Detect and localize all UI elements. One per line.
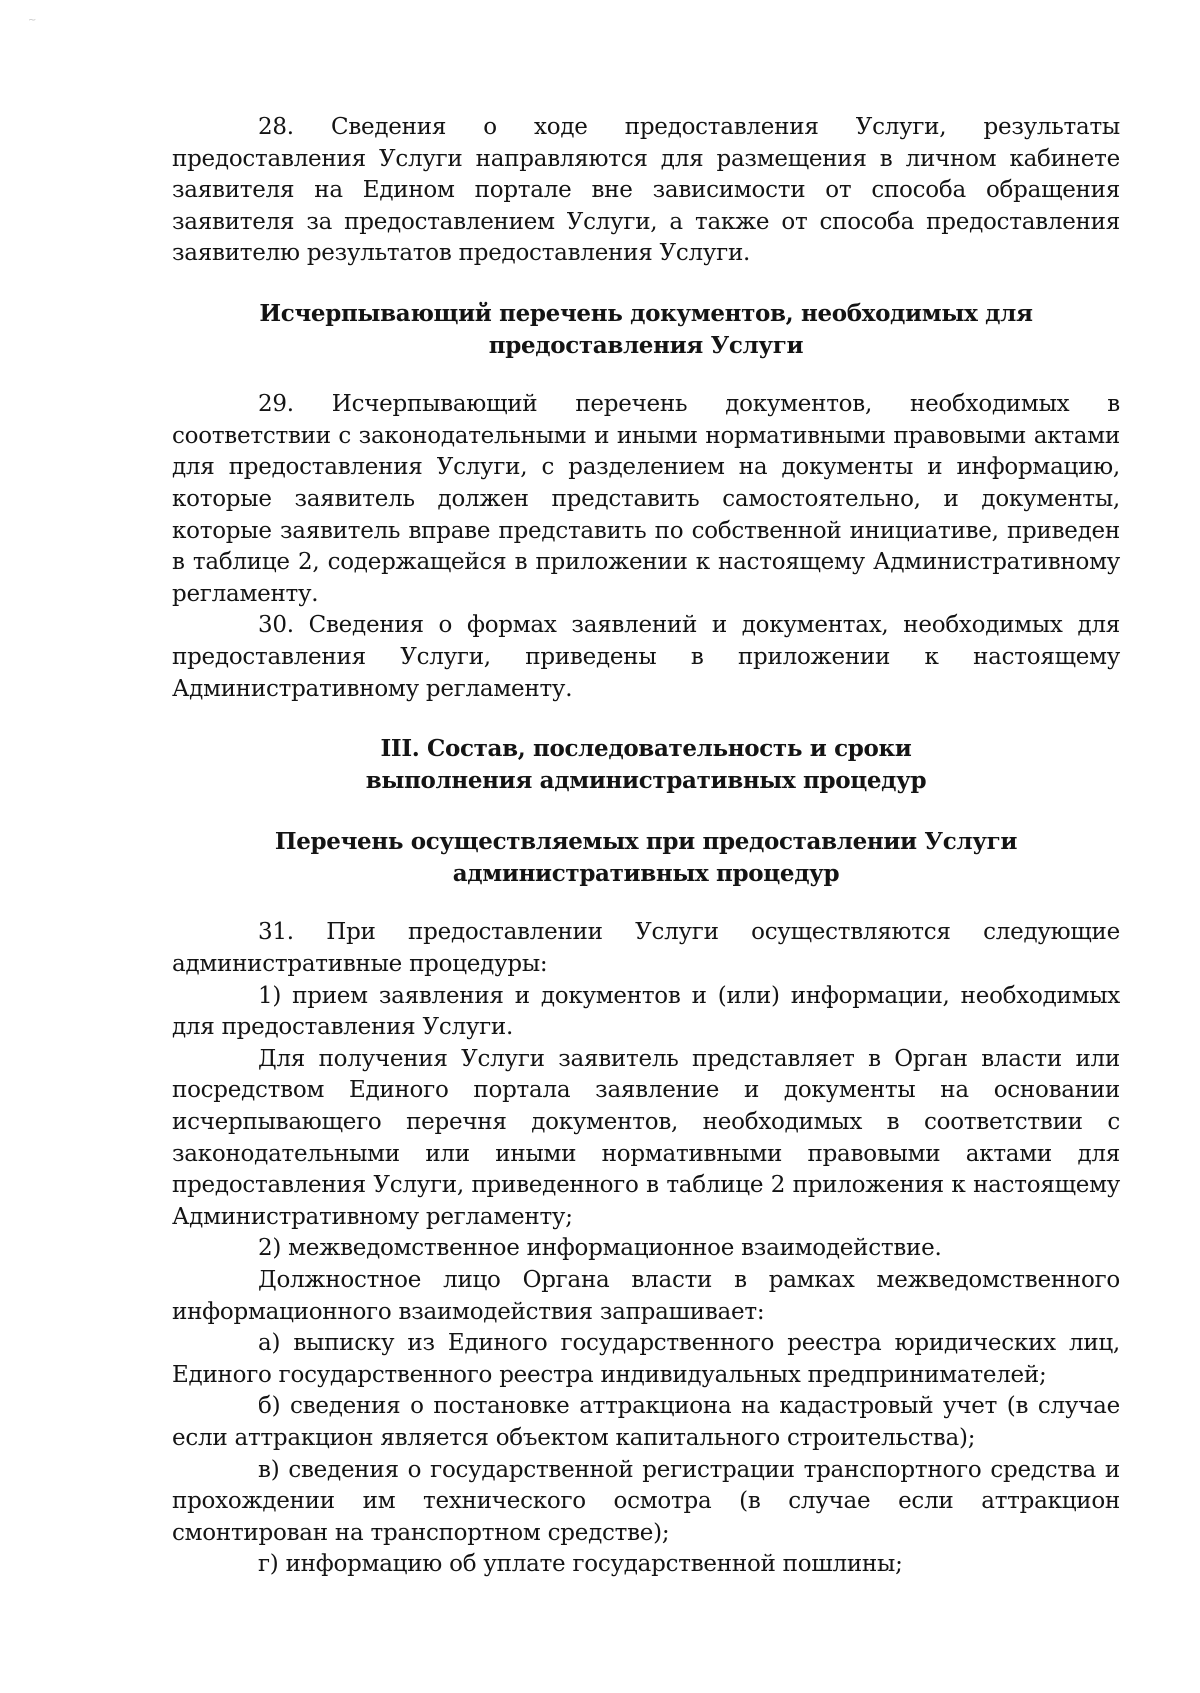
paragraph-31: 31. При предоставлении Услуги осуществляются следующие административные процедуры: <box>172 919 1120 978</box>
paragraph-30: 30. Сведения о формах заявлений и документах, необходимых для предоставления Услуги, приведены в приложении к настоящему Административному регламенту. <box>172 612 1120 702</box>
heading-documents-list: Исчерпывающий перечень документов, необходимых для предоставления Услуги <box>259 299 1033 359</box>
heading-procedures-list: Перечень осуществляемых при предоставлении Услуги административных процедур <box>274 828 1018 887</box>
list-item-1: 1) прием заявления и документов и (или) информации, необходимых для предоставления Услуги. <box>172 982 1120 1041</box>
paragraph-29: 29. Исчерпывающий перечень документов, необходимых в соответствии с законодательными и иными нормативными правовыми актами для предоставления Услуги, с разделением на документы и информацию, которые заявитель должен представить самостоятельно, и документы, которые заявитель вправе представить по собственной инициативе, приведен в таблице 2, содержащейся в приложении к настоящему Административному регламенту. <box>172 391 1120 607</box>
list-item-2-detail: Должностное лицо Органа власти в рамках межведомственного информационного взаимодействия запрашивает: <box>172 1267 1120 1325</box>
paragraph-28: 28. Сведения о ходе предоставления Услуги, результаты предоставления Услуги направляются для размещения в личном кабинете заявителя на Едином портале вне зависимости от способа обращения заявителя за предоставлением Услуги, а также от способа предоставления заявителю результатов предоставления Услуги. <box>172 114 1120 267</box>
heading-section-3: III. Состав, последовательность и сроки выполнения административных процедур <box>365 735 927 794</box>
sub-item-a: а) выписку из Единого государственного реестра юридических лиц, Единого государственного реестра индивидуальных предпринимателей; <box>172 1330 1120 1388</box>
sub-item-g: г) информацию об уплате государственной пошлины; <box>258 1551 903 1578</box>
list-item-1-detail: Для получения Услуги заявитель представляет в Орган власти или посредством Единого портала заявление и документы на основании исчерпывающего перечня документов, необходимых в соответствии с законодательными или иными нормативными правовыми актами для предоставления Услуги, приведенного в таблице 2 приложения к настоящему Административному регламенту; <box>172 1045 1120 1230</box>
sub-item-v: в) сведения о государственной регистрации транспортного средства и прохождении им технического осмотра (в случае если аттракцион смонтирован на транспортном средстве); <box>172 1456 1120 1546</box>
document-page <box>172 112 1120 1581</box>
list-item-2: 2) межведомственное информационное взаимодействие. <box>258 1235 942 1262</box>
scan-corner-mark: ~ <box>28 15 37 26</box>
sub-item-b: б) сведения о постановке аттракциона на кадастровый учет (в случае если аттракцион является объектом капитального строительства); <box>172 1393 1120 1451</box>
